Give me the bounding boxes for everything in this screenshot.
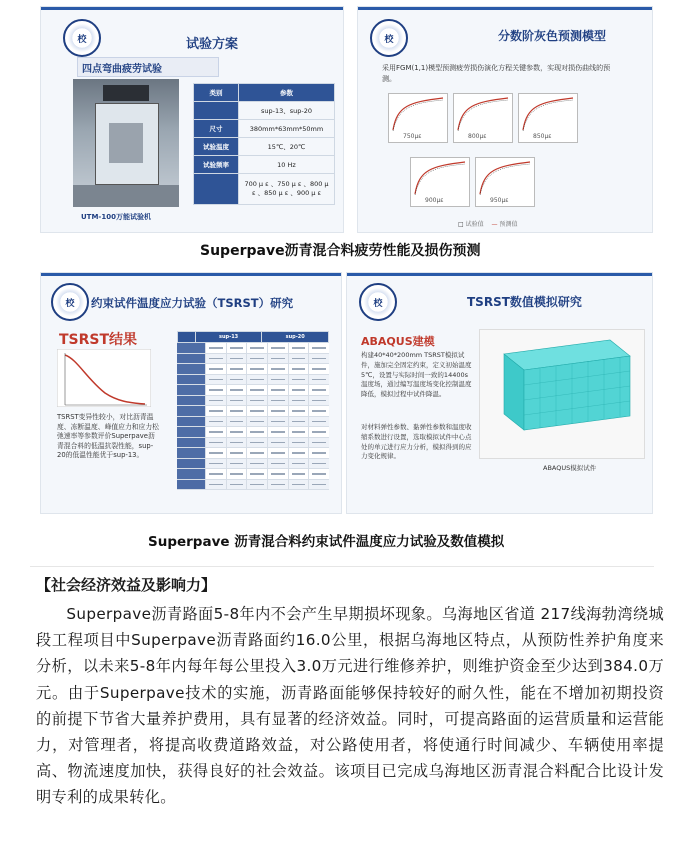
table-header-cell	[178, 332, 196, 343]
table-cell	[267, 385, 288, 395]
table-cell	[177, 406, 205, 416]
table-cell	[308, 343, 329, 353]
cell-value-mark	[312, 358, 326, 360]
slide-title: TSRST数值模拟研究	[467, 295, 582, 309]
table-row	[194, 138, 335, 156]
table-cell	[226, 438, 247, 448]
cell-value-mark	[271, 484, 285, 486]
cell-value-mark	[292, 484, 306, 486]
table-cell	[308, 406, 329, 416]
table-row	[178, 332, 329, 343]
table-cell	[246, 417, 267, 427]
table-row	[177, 396, 329, 407]
table-cell	[177, 385, 205, 395]
table-cell	[226, 385, 247, 395]
cell-value-mark	[250, 421, 264, 423]
equipment-label: UTM-100万能试验机	[81, 213, 151, 221]
slide-top-bar	[41, 7, 343, 10]
cell-value-mark	[250, 484, 264, 486]
cell-value-mark	[250, 347, 264, 349]
table-cell	[308, 417, 329, 427]
table-cell	[226, 480, 247, 490]
table-cell	[177, 417, 205, 427]
university-seal-logo: 校	[63, 19, 101, 57]
table-cell	[205, 375, 226, 385]
table-row	[177, 448, 329, 459]
section-heading: 【社会经济效益及影响力】	[36, 576, 217, 594]
cell-value-mark	[230, 379, 244, 381]
tsrst-result-table	[177, 331, 329, 343]
cell-value-mark	[230, 358, 244, 360]
cell-value-mark	[312, 484, 326, 486]
table-cell	[177, 480, 205, 490]
table-cell	[226, 343, 247, 353]
cell-value-mark	[230, 421, 244, 423]
cell-value-mark	[209, 379, 223, 381]
table-cell	[226, 354, 247, 364]
table-cell	[205, 438, 226, 448]
cell-value-mark	[292, 358, 306, 360]
cell-value-mark	[312, 442, 326, 444]
cell-value-mark	[312, 452, 326, 454]
table-cell: 试验频率	[194, 156, 239, 174]
mini-plot	[518, 93, 578, 143]
table-cell	[308, 438, 329, 448]
cell-value-mark	[209, 431, 223, 433]
legend-label: 预测值	[499, 221, 518, 228]
stress-curve-plot	[57, 349, 151, 407]
cell-value-mark	[209, 400, 223, 402]
table-row	[177, 343, 329, 354]
table-cell	[267, 448, 288, 458]
table-cell	[177, 448, 205, 458]
cell-value-mark	[312, 463, 326, 465]
table-cell: 10 Hz	[239, 156, 335, 174]
cell-value-mark	[292, 421, 306, 423]
table-cell	[308, 396, 329, 406]
mini-plot-label: 900με	[425, 197, 444, 204]
table-row	[177, 469, 329, 480]
cell-value-mark	[209, 368, 223, 370]
modeling-description-2: 对材料弹性参数、黏弹性参数和温度收缩系数进行设置，选取模拟试件中心点处的单元进行应力分析，模拟得到的应力变化规律。	[361, 423, 472, 461]
table-cell	[308, 375, 329, 385]
cell-value-mark	[312, 473, 326, 475]
cell-value-mark	[209, 484, 223, 486]
table-row	[177, 354, 329, 365]
table-cell	[177, 354, 205, 364]
section-paragraph: Superpave沥青路面5-8年内不会产生早期损坏现象。乌海地区省道 217线海勃湾绕城段工程项目中Superpave沥青路面约16.0公里，根据乌海地区特点，从预防性养护角度来分析，以未来5-8年内每年每公里投入3.0万元进行维修养护，则维护资金至少达到384.0万元。由于Superpave技术的实施，沥青路面能够保持较好的耐久性，能在不增加初期投资的前提下节省大量养护费用，具有显著的经济效益。同时，可提高路面的运营质量和运营能力，对管理者，将提高收费道路效益，对公路使用者，将使通行时间减少、车辆使用率提高、物流速度加快，获得良好的社会效益。该项目已完成乌海地区沥青混合料配合比设计发明专利的成果转化。	[36, 605, 664, 807]
table-cell	[246, 438, 267, 448]
table-cell	[226, 375, 247, 385]
slide-test-plan	[40, 6, 344, 233]
cell-value-mark	[230, 431, 244, 433]
cell-value-mark	[312, 379, 326, 381]
cell-value-mark	[250, 431, 264, 433]
university-seal-logo: 校	[51, 283, 89, 321]
legend-label: 试验值	[465, 221, 484, 228]
table-cell	[246, 375, 267, 385]
table-cell	[267, 364, 288, 374]
cell-value-mark	[250, 442, 264, 444]
table-cell	[205, 364, 226, 374]
university-seal-logo: 校	[359, 283, 397, 321]
cell-value-mark	[271, 421, 285, 423]
table-cell	[226, 417, 247, 427]
table-cell	[205, 354, 226, 364]
table-cell	[308, 364, 329, 374]
table-cell	[205, 469, 226, 479]
table-cell	[226, 364, 247, 374]
table-cell	[288, 375, 309, 385]
cell-value-mark	[292, 442, 306, 444]
cell-value-mark	[209, 347, 223, 349]
table-cell	[205, 343, 226, 353]
table-cell	[177, 438, 205, 448]
table-cell	[288, 343, 309, 353]
table-cell: sup-13、sup-20	[239, 102, 335, 120]
cell-value-mark	[209, 452, 223, 454]
table-row	[194, 102, 335, 120]
table-cell	[205, 427, 226, 437]
table-cell: 380mm*63mm*50mm	[239, 120, 335, 138]
cell-value-mark	[271, 379, 285, 381]
cell-value-mark	[209, 473, 223, 475]
cell-value-mark	[271, 473, 285, 475]
table-row	[177, 427, 329, 438]
table-cell	[205, 406, 226, 416]
table-cell	[308, 459, 329, 469]
table-cell	[226, 396, 247, 406]
slide-title: 分数阶灰色预测模型	[498, 29, 607, 43]
table-row	[194, 120, 335, 138]
table-cell	[267, 438, 288, 448]
cell-value-mark	[250, 452, 264, 454]
table-cell	[267, 396, 288, 406]
cell-value-mark	[230, 389, 244, 391]
table-cell	[205, 385, 226, 395]
mini-plot-label: 800με	[468, 133, 487, 140]
cell-value-mark	[271, 431, 285, 433]
cell-value-mark	[312, 389, 326, 391]
slide-tsrst-study	[40, 272, 342, 514]
cell-value-mark	[230, 400, 244, 402]
fem-model-viewport	[479, 329, 645, 459]
table-cell	[177, 364, 205, 374]
table-row	[177, 480, 329, 491]
slide-grey-model	[357, 6, 653, 233]
mini-plot-label: 950με	[490, 197, 509, 204]
cell-value-mark	[292, 431, 306, 433]
cell-value-mark	[271, 358, 285, 360]
table-cell	[246, 406, 267, 416]
table-cell	[267, 480, 288, 490]
table-cell	[308, 427, 329, 437]
cell-value-mark	[271, 410, 285, 412]
table-cell	[194, 102, 239, 120]
slide-description: 采用FGM(1,1)模型预测疲劳损伤演化方程关键参数，实现对损伤曲线的预测。	[382, 64, 611, 83]
slide-top-bar	[347, 273, 652, 276]
table-cell	[205, 396, 226, 406]
cell-value-mark	[271, 400, 285, 402]
slide-top-bar	[41, 273, 341, 276]
table-row	[177, 375, 329, 386]
table-row	[194, 156, 335, 174]
table-cell: 试验温度	[194, 138, 239, 156]
table-cell: 尺寸	[194, 120, 239, 138]
cell-value-mark	[312, 410, 326, 412]
table-cell	[267, 459, 288, 469]
table-row	[177, 364, 329, 375]
cell-value-mark	[292, 347, 306, 349]
table-cell	[246, 396, 267, 406]
cell-value-mark	[209, 410, 223, 412]
cell-value-mark	[292, 410, 306, 412]
table-cell	[205, 448, 226, 458]
table-cell	[308, 354, 329, 364]
cell-value-mark	[292, 463, 306, 465]
test-parameter-table	[193, 83, 335, 205]
result-heading: TSRST结果	[59, 332, 138, 348]
table-row	[177, 417, 329, 428]
mini-plot	[475, 157, 535, 207]
mini-plot	[388, 93, 448, 143]
table-cell	[288, 480, 309, 490]
table-row	[177, 385, 329, 396]
table-cell	[288, 459, 309, 469]
slide-top-bar	[358, 7, 652, 10]
table-cell	[308, 448, 329, 458]
table-cell	[246, 364, 267, 374]
mini-plot-label: 750με	[403, 133, 422, 140]
table-cell	[226, 448, 247, 458]
table-cell	[246, 385, 267, 395]
table-cell	[288, 448, 309, 458]
cell-value-mark	[271, 442, 285, 444]
table-cell	[288, 469, 309, 479]
table-cell	[308, 469, 329, 479]
cell-value-mark	[292, 452, 306, 454]
table-cell	[246, 459, 267, 469]
cell-value-mark	[292, 400, 306, 402]
legend-marker-icon: □	[458, 221, 464, 228]
mini-plot	[410, 157, 470, 207]
cell-value-mark	[312, 368, 326, 370]
table-cell	[288, 385, 309, 395]
model-label: ABAQUS模拟试件	[543, 464, 597, 472]
slide-title: 约束试件温度应力试验（TSRST）研究	[91, 296, 294, 310]
cell-value-mark	[271, 452, 285, 454]
table-cell: 类别	[194, 84, 239, 102]
table-cell	[177, 343, 205, 353]
cell-value-mark	[230, 442, 244, 444]
cell-value-mark	[230, 484, 244, 486]
table-cell	[288, 406, 309, 416]
table-cell	[267, 354, 288, 364]
table-header-cell: sup-13	[195, 332, 262, 343]
cell-value-mark	[292, 379, 306, 381]
cell-value-mark	[250, 389, 264, 391]
table-cell	[267, 375, 288, 385]
tsrst-table-body	[177, 343, 329, 490]
testing-machine-photo	[73, 79, 179, 207]
subtitle-box	[77, 57, 219, 77]
cell-value-mark	[250, 368, 264, 370]
university-seal-logo: 校	[370, 19, 408, 57]
table-cell	[246, 448, 267, 458]
table-cell	[267, 427, 288, 437]
cell-value-mark	[230, 452, 244, 454]
table-cell	[267, 417, 288, 427]
table-cell: 参数	[239, 84, 335, 102]
table-cell	[288, 427, 309, 437]
cell-value-mark	[230, 368, 244, 370]
table-cell	[288, 396, 309, 406]
cell-value-mark	[292, 368, 306, 370]
cell-value-mark	[209, 421, 223, 423]
table-cell	[205, 417, 226, 427]
section-divider	[30, 566, 654, 567]
table-cell	[246, 469, 267, 479]
table-cell	[226, 459, 247, 469]
table-cell	[288, 438, 309, 448]
cell-value-mark	[250, 358, 264, 360]
cell-value-mark	[271, 389, 285, 391]
legend-marker-icon: —	[491, 221, 498, 228]
result-description: TSRST变异性较小，对比沥青温度、冻断温度、峰值应力和应力松弛速率等参数评价Superpave沥青混合料的低温抗裂性能，sup-20的低温性能优于sup-13。	[57, 413, 159, 460]
table-cell	[194, 174, 239, 205]
table-cell	[308, 385, 329, 395]
table-cell	[267, 343, 288, 353]
cell-value-mark	[250, 410, 264, 412]
table-cell	[267, 469, 288, 479]
table-cell	[177, 396, 205, 406]
cell-value-mark	[209, 358, 223, 360]
modeling-subheading: ABAQUS建模	[361, 335, 435, 348]
table-cell	[288, 364, 309, 374]
cell-value-mark	[230, 347, 244, 349]
table-cell	[288, 417, 309, 427]
cell-value-mark	[271, 368, 285, 370]
cell-value-mark	[312, 347, 326, 349]
slide-tsrst-simulation	[346, 272, 653, 514]
modeling-description-1: 构建40*40*200mm TSRST模拟试件，施加完全固定约束，定义初始温度5℃，设置与实际时间一致的14400s温度场，通过编写温度场变化控制温度降低，模拟过程中试件降温。	[361, 351, 472, 399]
cell-value-mark	[230, 410, 244, 412]
plot-legend	[458, 219, 517, 228]
table-cell	[177, 427, 205, 437]
table-cell	[246, 343, 267, 353]
fem-mesh-graphic	[480, 330, 644, 458]
table-cell	[177, 375, 205, 385]
cell-value-mark	[292, 389, 306, 391]
cell-value-mark	[312, 431, 326, 433]
table-cell	[226, 406, 247, 416]
cell-value-mark	[250, 463, 264, 465]
table-cell	[226, 469, 247, 479]
slide-subtitle: 四点弯曲疲劳试验	[82, 64, 162, 75]
table-cell	[177, 469, 205, 479]
table-row	[194, 174, 335, 205]
cell-value-mark	[250, 379, 264, 381]
cell-value-mark	[271, 463, 285, 465]
table-cell: 700 μ ε 、750 μ ε 、800 μ ε 、850 μ ε 、900 μ ε	[239, 174, 335, 205]
table-row	[177, 459, 329, 470]
table-row	[177, 438, 329, 449]
slide-title: 试验方案	[186, 37, 239, 52]
table-cell	[205, 480, 226, 490]
cell-value-mark	[250, 400, 264, 402]
cell-value-mark	[209, 442, 223, 444]
cell-value-mark	[271, 347, 285, 349]
table-cell	[246, 354, 267, 364]
cell-value-mark	[312, 400, 326, 402]
table-cell	[205, 459, 226, 469]
cell-value-mark	[209, 389, 223, 391]
table-cell	[308, 480, 329, 490]
table-cell	[226, 427, 247, 437]
table-cell: 15℃、20℃	[239, 138, 335, 156]
figure-caption-2: Superpave 沥青混合料约束试件温度应力试验及数值模拟	[148, 534, 505, 550]
table-cell	[246, 480, 267, 490]
table-row	[194, 84, 335, 102]
cell-value-mark	[250, 473, 264, 475]
cell-value-mark	[312, 421, 326, 423]
figure-caption-1: Superpave沥青混合料疲劳性能及损伤预测	[200, 243, 481, 259]
table-row	[177, 406, 329, 417]
cell-value-mark	[230, 463, 244, 465]
mini-plot-label: 850με	[533, 133, 552, 140]
table-cell	[288, 354, 309, 364]
table-cell	[267, 406, 288, 416]
cell-value-mark	[209, 463, 223, 465]
mini-plot	[453, 93, 513, 143]
table-cell	[177, 459, 205, 469]
table-header-cell: sup-20	[262, 332, 329, 343]
cell-value-mark	[292, 473, 306, 475]
cell-value-mark	[230, 473, 244, 475]
table-cell	[246, 427, 267, 437]
